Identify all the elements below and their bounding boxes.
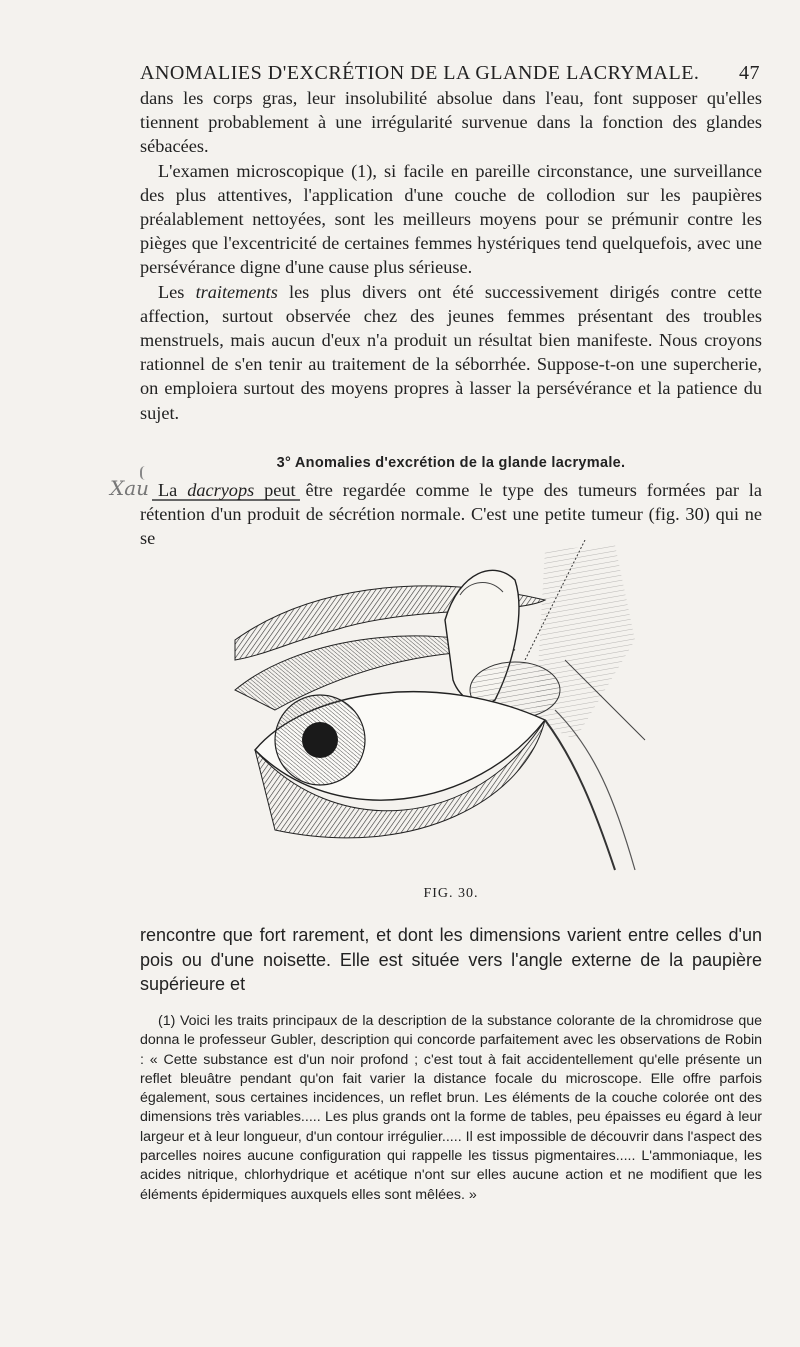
page-number: 47 xyxy=(739,62,760,84)
handwritten-margin-note: Xau xyxy=(110,476,150,500)
dacryops-rest: peut être regardée comme le type des tumeurs formées par la rétention d'un produit de sécrétion normale. C'est une petite tumeur (fig. 30) qui ne se xyxy=(140,480,762,549)
dacryops-emphasis: dacryops xyxy=(187,480,255,500)
pupil xyxy=(302,722,338,758)
figure-caption: FIG. 30. xyxy=(423,886,479,901)
running-head-title: ANOMALIES D'EXCRÉTION DE LA GLANDE LACRYMALE. xyxy=(140,62,700,84)
continuation-paragraph-block xyxy=(140,923,762,997)
footnote xyxy=(140,1012,762,1205)
footnote-text: (1) Voici les traits principaux de la description de la substance colorante de la chromidrose que donna le professeur Gubler, description qui concorde parfaitement avec les observations de Robin : « Cette substance est d'un noir profond ; c'est tout à fait accidentellement qu'elle présente un reflet bleuâtre pendant qu'on fait varier la distance focale du microscope. Elle offre parfois également, sous certaines incidences, un reflet brun. Les éléments de la couche colorée ont des dimensions très variables..... Les plus grands ont la forme de tables, peu épaisses eu égard à leur largeur et à leur longueur, d'un contour irrégulier..... Il est impossible de découvrir dans l'aspect des parcelles noires aucune configuration qui rappelle les tissus pigmentaires..... L'ammoniaque, les acides nitrique, chlorhydrique et acétique n'ont sur elles aucune action et ne modifient que les éléments épidermiques auxquels elles sont mêlées. » xyxy=(140,1013,762,1203)
eye-illustration xyxy=(215,540,735,875)
paragraph-treatments xyxy=(140,280,762,425)
eye-engraving-figure xyxy=(215,540,735,875)
body-text-block xyxy=(140,86,762,425)
treatment-emphasis: traitements xyxy=(195,281,278,302)
instrument-shadow xyxy=(535,545,635,740)
treatment-lead: Les xyxy=(158,281,196,302)
dacryops-lead: La xyxy=(158,480,188,500)
paragraph-microscopic-exam: L'examen microscopique (1), si facile en pareille circonstance, une surveillance des plus attentives, l'application d'une couche de collodion sur les paupières préalablement nettoyées, sont les meilleurs moyens pour se prémunir contre les pièges que l'excentricité de certaines femmes hystériques tend quelquefois, avec une persévérance digne d'une cause plus sérieuse. xyxy=(140,160,762,278)
treatment-rest: les plus divers ont été successivement dirigés contre cette affection, surtout observée chez des jeunes femmes présentant des troubles menstruels, mais aucun d'eux n'a produit un résultat bien manifeste. Nous croyons rationnel de s'en tenir au traitement de la séborrhée. Suppose-t-on une supercherie, on emploiera surtout des moyens propres à lasser la persévérance et la patience du sujet. xyxy=(140,281,763,423)
paragraph-continuation-after-figure: rencontre que fort rarement, et dont les dimensions varient entre celles d'un pois ou d'une noisette. Elle est située vers l'angle externe de la paupière supérieure et xyxy=(140,925,762,994)
outer-canthus xyxy=(545,720,615,870)
paragraph-continuation: dans les corps gras, leur insolubilité absolue dans l'eau, font supposer qu'elles tiennent probablement à une irrégularité survenue dans la fonction des glandes sébacées. xyxy=(140,88,762,157)
section-heading: 3° Anomalies d'excrétion de la glande lacrymale. xyxy=(276,455,626,471)
running-head xyxy=(140,62,760,85)
